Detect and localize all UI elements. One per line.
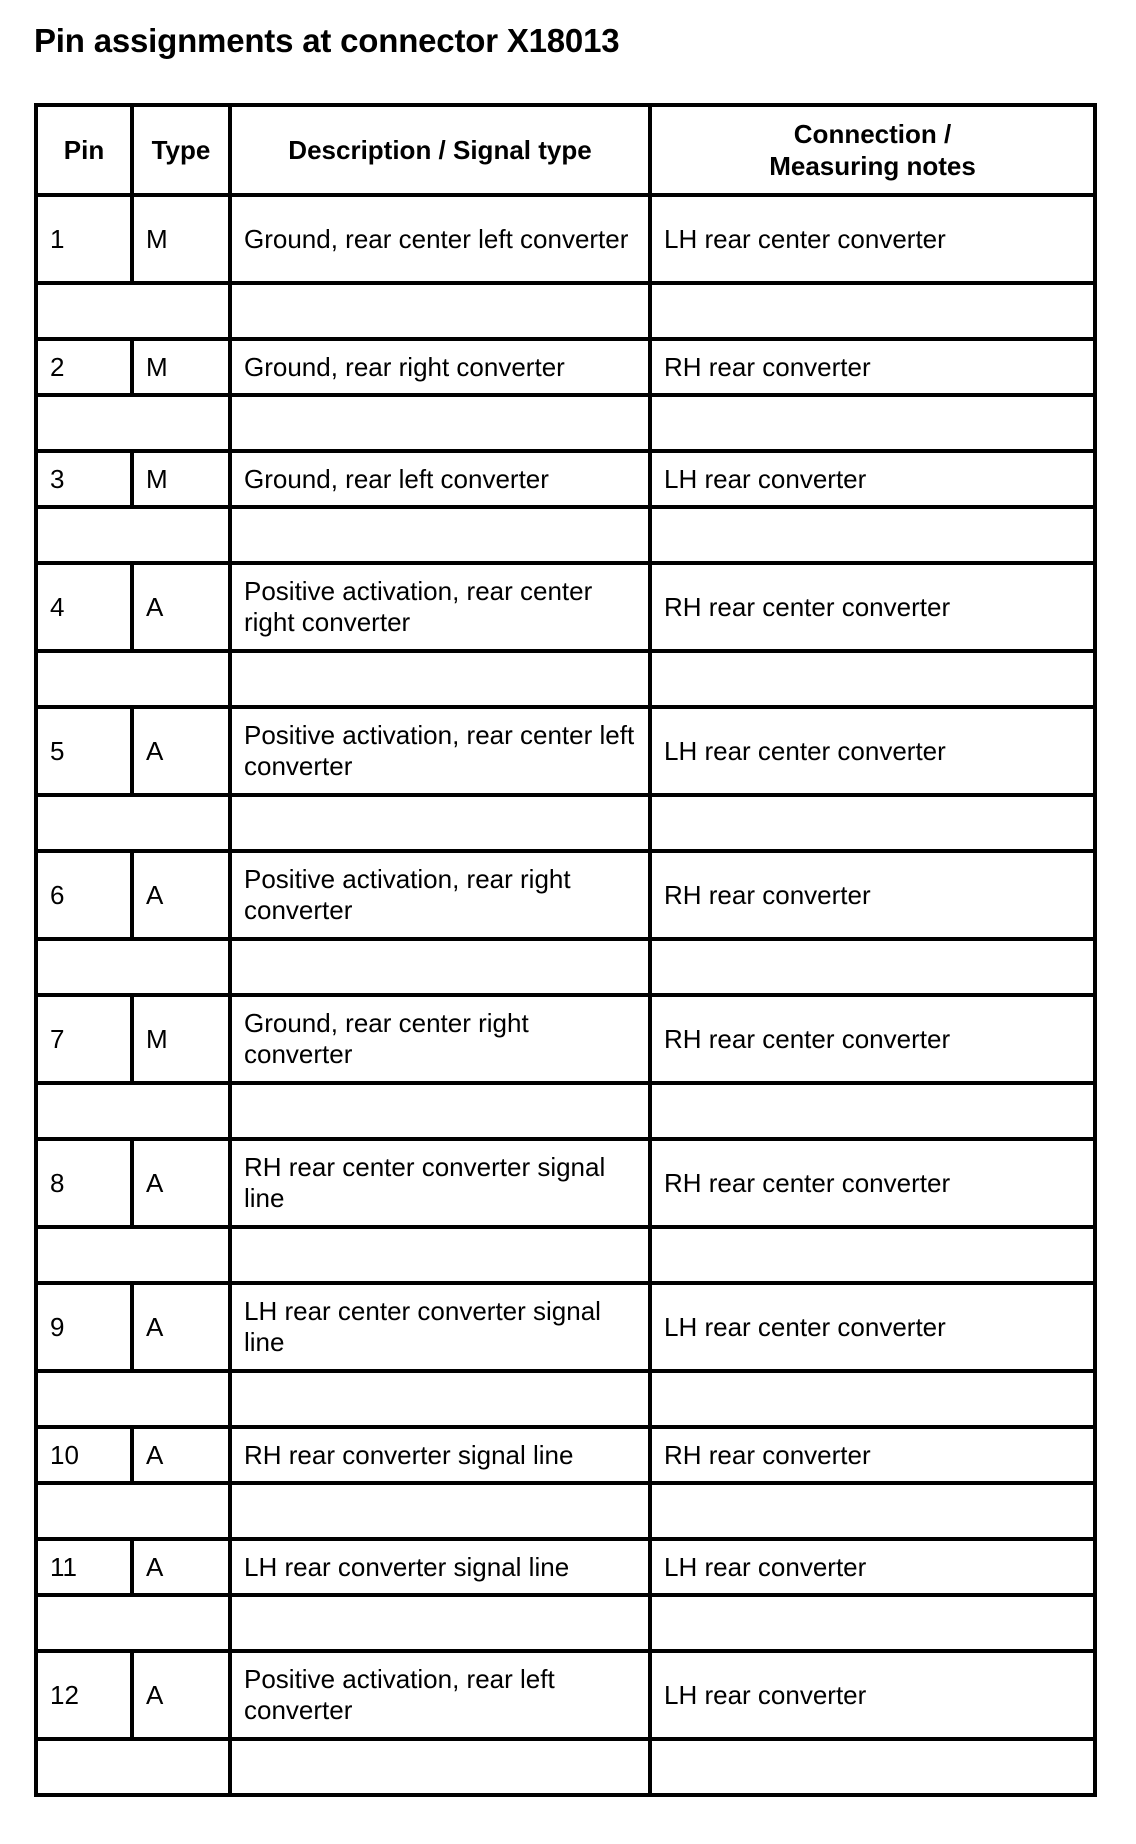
pin-cell: 7: [36, 995, 132, 1083]
page-title: Pin assignments at connector X18013: [34, 22, 620, 59]
pin-cell: 9: [36, 1283, 132, 1371]
spacer-row: [36, 1739, 1095, 1795]
description-cell: Ground, rear center left converter: [230, 195, 650, 283]
spacer-cell: [36, 395, 230, 451]
spacer-cell: [230, 939, 650, 995]
table-row: [36, 563, 1095, 651]
spacer-cell: [650, 1083, 1095, 1139]
description-cell: Ground, rear left converter: [230, 451, 650, 507]
description-cell: Positive activation, rear center right converter: [230, 563, 650, 651]
pin-cell: 1: [36, 195, 132, 283]
connection-cell: LH rear converter: [650, 1651, 1095, 1739]
spacer-row: [36, 939, 1095, 995]
description-cell: Ground, rear right converter: [230, 339, 650, 395]
spacer-cell: [230, 651, 650, 707]
description-cell: Positive activation, rear right converter: [230, 851, 650, 939]
type-cell: A: [132, 1539, 230, 1595]
pin-cell: 4: [36, 563, 132, 651]
spacer-row: [36, 1483, 1095, 1539]
table-row: [36, 451, 1095, 507]
description-cell: Ground, rear center right converter: [230, 995, 650, 1083]
connection-cell: RH rear converter: [650, 339, 1095, 395]
connection-cell: LH rear center converter: [650, 1283, 1095, 1371]
spacer-cell: [230, 1371, 650, 1427]
header-connection-line1: Connection /: [793, 119, 952, 149]
spacer-cell: [230, 1227, 650, 1283]
header-description: Description / Signal type: [230, 105, 650, 195]
header-type: Type: [132, 105, 230, 195]
spacer-cell: [650, 1739, 1095, 1795]
spacer-cell: [650, 651, 1095, 707]
spacer-cell: [230, 1483, 650, 1539]
pin-cell: 11: [36, 1539, 132, 1595]
spacer-cell: [36, 795, 230, 851]
pin-cell: 5: [36, 707, 132, 795]
spacer-cell: [36, 939, 230, 995]
connection-cell: RH rear converter: [650, 1427, 1095, 1483]
header-pin: Pin: [36, 105, 132, 195]
table-header-row: [36, 105, 1095, 195]
table-row: [36, 1539, 1095, 1595]
description-cell: Positive activation, rear left converter: [230, 1651, 650, 1739]
type-cell: A: [132, 851, 230, 939]
spacer-cell: [650, 1595, 1095, 1651]
table-row: [36, 1283, 1095, 1371]
spacer-cell: [650, 939, 1095, 995]
pin-cell: 10: [36, 1427, 132, 1483]
table-row: [36, 339, 1095, 395]
pin-cell: 3: [36, 451, 132, 507]
pin-cell: 2: [36, 339, 132, 395]
pin-cell: 8: [36, 1139, 132, 1227]
type-cell: A: [132, 1651, 230, 1739]
type-cell: A: [132, 1139, 230, 1227]
connection-cell: RH rear center converter: [650, 1139, 1095, 1227]
spacer-row: [36, 283, 1095, 339]
description-cell: LH rear converter signal line: [230, 1539, 650, 1595]
table-row: [36, 1139, 1095, 1227]
spacer-cell: [650, 1227, 1095, 1283]
spacer-cell: [650, 795, 1095, 851]
spacer-cell: [36, 1483, 230, 1539]
spacer-cell: [230, 1739, 650, 1795]
pin-cell: 6: [36, 851, 132, 939]
connection-cell: LH rear converter: [650, 451, 1095, 507]
table-row: [36, 851, 1095, 939]
description-cell: LH rear center converter signal line: [230, 1283, 650, 1371]
table-row: [36, 707, 1095, 795]
spacer-cell: [36, 1595, 230, 1651]
connection-cell: RH rear center converter: [650, 995, 1095, 1083]
connection-cell: LH rear center converter: [650, 707, 1095, 795]
type-cell: M: [132, 339, 230, 395]
spacer-cell: [36, 1371, 230, 1427]
description-cell: RH rear center converter signal line: [230, 1139, 650, 1227]
spacer-cell: [36, 283, 230, 339]
header-connection: [650, 105, 1095, 195]
spacer-cell: [36, 1083, 230, 1139]
table-row: [36, 195, 1095, 283]
spacer-row: [36, 1083, 1095, 1139]
spacer-cell: [230, 1083, 650, 1139]
spacer-row: [36, 651, 1095, 707]
type-cell: A: [132, 563, 230, 651]
spacer-cell: [230, 507, 650, 563]
description-cell: Positive activation, rear center left converter: [230, 707, 650, 795]
pin-assignment-table: [34, 103, 1097, 1797]
type-cell: A: [132, 1283, 230, 1371]
pin-cell: 12: [36, 1651, 132, 1739]
description-cell: RH rear converter signal line: [230, 1427, 650, 1483]
table-row: [36, 1427, 1095, 1483]
spacer-row: [36, 795, 1095, 851]
spacer-cell: [230, 795, 650, 851]
type-cell: M: [132, 195, 230, 283]
spacer-cell: [650, 1483, 1095, 1539]
table-row: [36, 995, 1095, 1083]
spacer-row: [36, 507, 1095, 563]
connection-cell: RH rear converter: [650, 851, 1095, 939]
connection-cell: LH rear center converter: [650, 195, 1095, 283]
table-row: [36, 1651, 1095, 1739]
spacer-row: [36, 395, 1095, 451]
spacer-cell: [650, 1371, 1095, 1427]
connection-cell: RH rear center converter: [650, 563, 1095, 651]
type-cell: A: [132, 1427, 230, 1483]
spacer-cell: [650, 395, 1095, 451]
spacer-cell: [230, 395, 650, 451]
spacer-cell: [36, 1227, 230, 1283]
header-connection-line2: Measuring notes: [769, 151, 976, 181]
spacer-cell: [650, 283, 1095, 339]
spacer-cell: [36, 651, 230, 707]
spacer-row: [36, 1227, 1095, 1283]
type-cell: M: [132, 995, 230, 1083]
spacer-row: [36, 1595, 1095, 1651]
type-cell: A: [132, 707, 230, 795]
spacer-cell: [230, 1595, 650, 1651]
spacer-cell: [230, 283, 650, 339]
connection-cell: LH rear converter: [650, 1539, 1095, 1595]
spacer-row: [36, 1371, 1095, 1427]
type-cell: M: [132, 451, 230, 507]
spacer-cell: [36, 507, 230, 563]
spacer-cell: [36, 1739, 230, 1795]
spacer-cell: [650, 507, 1095, 563]
